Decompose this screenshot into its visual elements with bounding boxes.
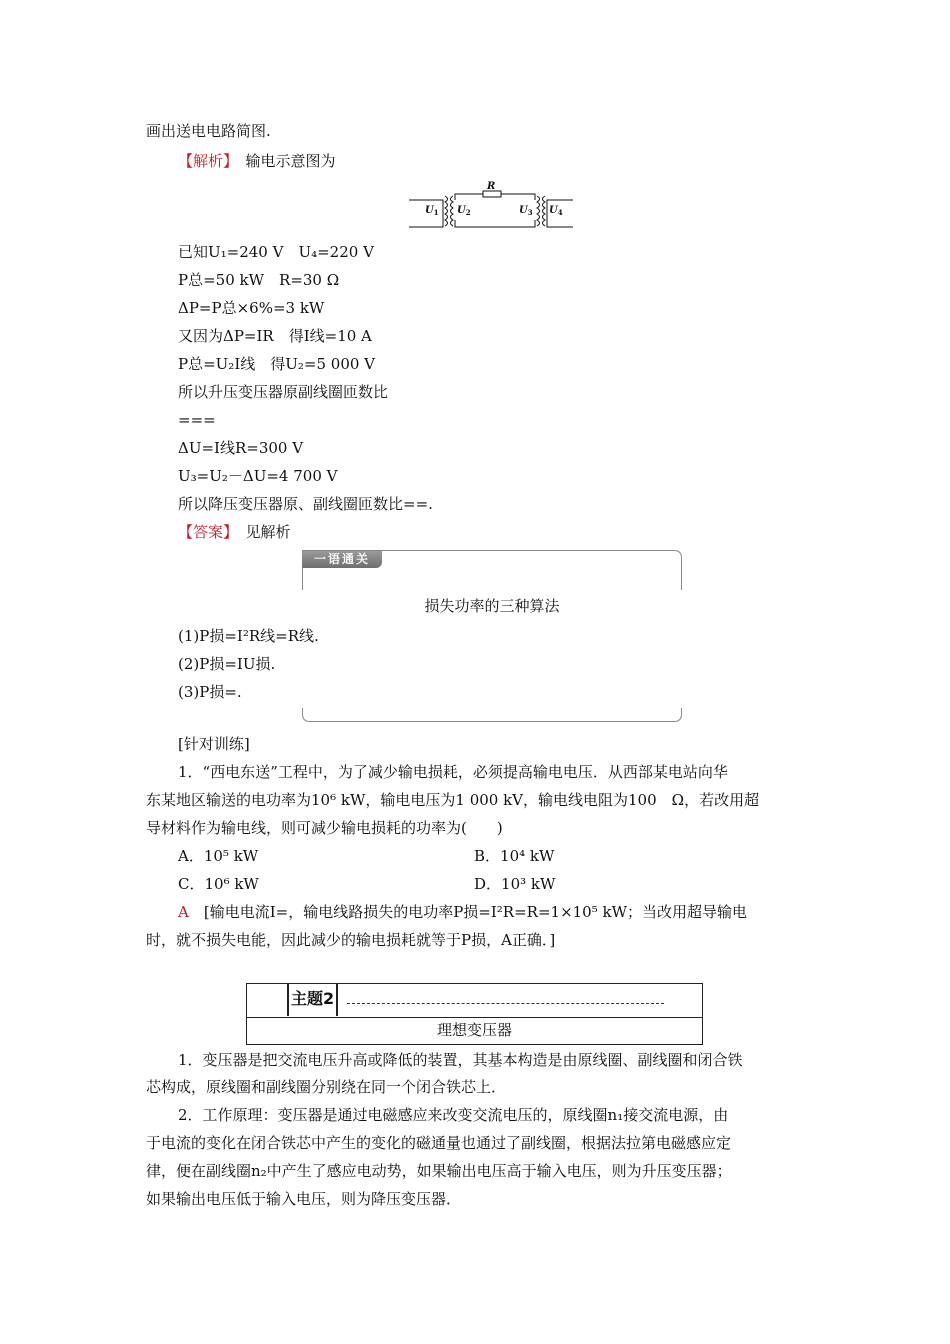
summary-tag: 一语通关 (302, 551, 382, 568)
question-line-1: 1．“西电东送”工程中，为了减少输电损耗，必须提高输电电压．从西部某电站向华 (178, 763, 728, 781)
intro-line: 画出送电电路简图. (146, 122, 271, 140)
answer-line (178, 522, 291, 542)
calc-line-9: U₃=U₂－ΔU=4 700 V (178, 467, 338, 485)
label-u3: $U_3$ (519, 205, 533, 217)
power-transmission-circuit-diagram (405, 180, 577, 232)
line-wire-bottom (455, 220, 535, 227)
summary-item-3: (3)P损=. (178, 683, 242, 701)
answer-text: 见解析 (245, 523, 291, 541)
body-line-6: 如果输出电压低于输入电压，则为降压变压器． (146, 1190, 462, 1208)
topic-2-header-box (246, 983, 703, 1045)
analysis-text: 输电示意图为 (245, 152, 336, 170)
coil-2 (451, 196, 454, 226)
question-line-2: 东某地区输送的电功率为10⁶ kW，输电电压为1 000 kV，输电线电阻为100 Ω，若改用超 (146, 791, 760, 809)
label-r: R (487, 181, 496, 192)
coil-4 (543, 196, 546, 226)
calc-line-10: 所以降压变压器原、副线圈匝数比==. (178, 495, 433, 513)
analysis-tag: 【解析】 (178, 152, 231, 170)
solution-line-2: 时，就不损失电能，因此减少的输电损耗就等于P损，A正确．] (146, 931, 556, 949)
body-line-1: 1．变压器是把交流电压升高或降低的装置，其基本构造是由原线圈、副线圈和闭合铁 (178, 1051, 743, 1069)
solution-line-1 (178, 902, 747, 922)
coil-1 (445, 196, 448, 226)
option-c: C．10⁶ kW (178, 875, 259, 893)
label-u1: $U_1$ (425, 205, 439, 217)
topic-head: 主题2 (287, 984, 338, 1016)
body-line-4: 于电流的变化在闭合铁芯中产生的变化的磁通量也通过了副线圈，根据法拉第电磁感应定 (146, 1134, 732, 1152)
analysis-line (178, 151, 336, 171)
label-u2: $U_2$ (457, 205, 471, 217)
calc-line-5: P总=U₂I线 得U₂=5 000 V (178, 355, 376, 373)
option-b: B．10⁴ kW (474, 847, 555, 865)
summary-item-2: (2)P损=IU损. (178, 655, 276, 673)
body-line-3: 2．工作原理：变压器是通过电磁感应来改变交流电压的，原线圈n₁接交流电源，由 (178, 1106, 729, 1124)
coil-3 (537, 196, 540, 226)
topic-subtitle: 理想变压器 (436, 1021, 512, 1039)
summary-item-1: (1)P损=I²R线=R线. (178, 627, 319, 645)
summary-box-bottom-border (302, 708, 682, 722)
topic-separator (247, 1017, 702, 1018)
calc-line-8: ΔU=I线R=300 V (178, 439, 304, 457)
answer-tag: 【答案】 (178, 523, 231, 541)
question-line-3: 导材料作为输电线，则可减少输电损耗的功率为( ) (146, 819, 503, 837)
body-line-2: 芯构成，原线圈和副线圈分别绕在同一个闭合铁芯上． (146, 1078, 507, 1096)
calc-line-6: 所以升压变压器原副线圈匝数比 (178, 383, 389, 401)
calc-line-3: ΔP=P总×6%=3 kW (178, 299, 325, 317)
solution-text-1: [输电电流I=，输电线路损失的电功率P损=I²R=R=1×10⁵ kW；当改用超导输电 (203, 903, 748, 921)
calc-line-4: 又因为ΔP=IR 得I线=10 A (178, 327, 372, 345)
summary-title: 损失功率的三种算法 (424, 597, 560, 615)
option-d: D．10³ kW (474, 875, 556, 893)
solution-letter: A (178, 903, 189, 921)
practice-label: [针对训练] (178, 735, 250, 753)
calc-line-2: P总=50 kW R=30 Ω (178, 271, 340, 289)
body-line-5: 律，便在副线圈n₂中产生了感应电动势，如果输出电压高于输入电压，则为升压变压器； (146, 1162, 732, 1180)
calc-line-7: === (178, 411, 216, 429)
calc-line-1: 已知U₁=240 V U₄=220 V (178, 243, 374, 261)
option-a: A．10⁵ kW (178, 847, 259, 865)
label-u4: $U_4$ (549, 205, 563, 217)
topic-dash-divider (347, 1003, 664, 1004)
